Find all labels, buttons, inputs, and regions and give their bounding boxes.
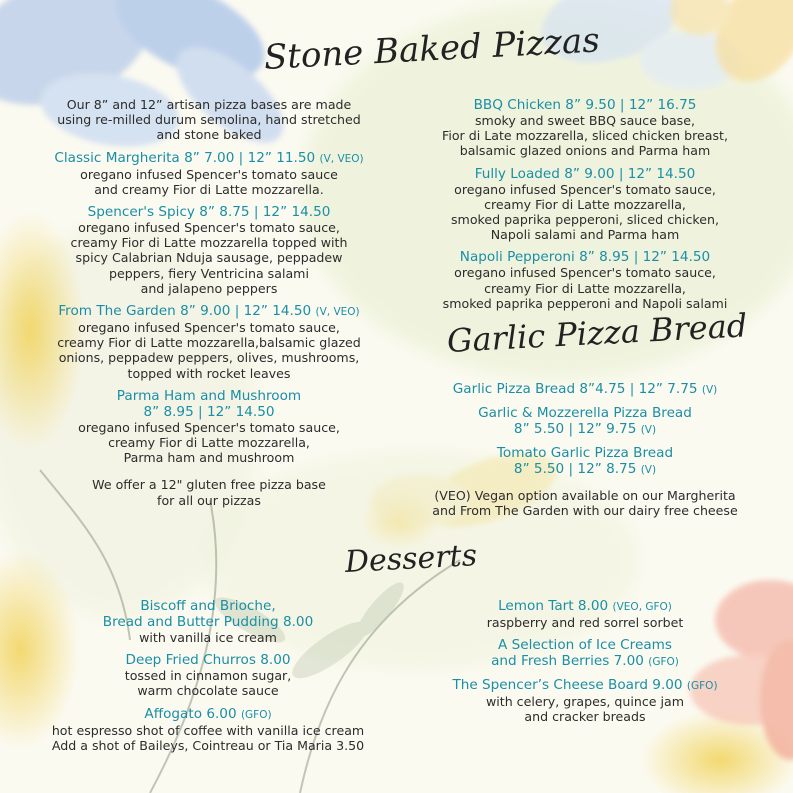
garlic-bread-column: [405, 381, 765, 518]
menu-item-cheese-board: The Spencer’s Cheese Board 9.00 (GFO) with celery, grapes, quince jam and cracker breads: [452, 677, 718, 725]
desserts-right-column: [405, 598, 765, 732]
menu-item-from-the-garden: From The Garden 8” 9.00 | 12” 14.50 (V, VEO) oregano infused Spencer's tomato sauce, creamy Fior di Latte mozzarella,balsamic glazed onions, peppadew peppers, olives, mushrooms, topped with rocket leaves: [57, 303, 361, 381]
menu-item-parma-ham-mushroom: Parma Ham and Mushroom 8” 8.95 | 12” 14.50 oregano infused Spencer's tomato sauce, creamy Fior di Latte mozzarella, Parma ham and mushroom: [78, 387, 340, 466]
menu-item-tomato-garlic-bread: Tomato Garlic Pizza Bread 8” 5.50 | 12” 8.75 (V): [496, 445, 674, 477]
menu-item-bbq-chicken: BBQ Chicken 8” 9.50 | 12” 16.75 smoky and sweet BBQ sauce base, Fior di Late mozzarella, sliced chicken breast, balsamic glazed onions and Parma ham: [442, 97, 728, 159]
pizzas-right-column: [405, 97, 765, 318]
menu-item-classic-margherita: Classic Margherita 8” 7.00 | 12” 11.50 (V, VEO) oregano infused Spencer's tomato sauce and creamy Fior di Latte mozzarella.: [54, 149, 364, 197]
menu-item-ice-creams: A Selection of Ice Creams and Fresh Berries 7.00 (GFO): [491, 637, 679, 670]
pizzas-heading: Stone Baked Pizzas: [262, 20, 601, 78]
menu-item-biscoff-pudding: Biscoff and Brioche, Bread and Butter Pudding 8.00 with vanilla ice cream: [102, 598, 314, 645]
menu-item-fully-loaded: Fully Loaded 8” 9.00 | 12” 14.50 oregano infused Spencer's tomato sauce, creamy Fior di Latte mozzarella, smoked paprika pepperoni, sliced chicken, Napoli salami and Parma ham: [450, 165, 719, 243]
desserts-heading: Desserts: [344, 538, 478, 580]
menu-item-lemon-tart: Lemon Tart 8.00 (VEO, GFO) raspberry and red sorrel sorbet: [486, 598, 684, 630]
menu-item-affogato: Affogato 6.00 (GFO) hot espresso shot of coffee with vanilla ice cream Add a shot of Baileys, Cointreau or Tia Maria 3.50: [51, 705, 365, 753]
menu-item-spencers-spicy: Spencer's Spicy 8” 8.75 | 12” 14.50 oregano infused Spencer's tomato sauce, creamy Fior di Latte mozzarella topped with spicy Calabrian Nduja sausage, peppadew peppers, fiery Ventricina salami and jalapeno peppers: [70, 204, 348, 296]
pizza-intro: Our 8” and 12” artisan pizza bases are made using re-milled durum semolina, hand stretched and stone baked: [57, 97, 361, 143]
menu-item-garlic-pizza-bread: Garlic Pizza Bread 8”4.75 | 12” 7.75 (V): [452, 381, 718, 397]
garlic-bread-heading: Garlic Pizza Bread: [446, 306, 749, 360]
menu-item-deep-fried-churros: Deep Fried Churros 8.00 tossed in cinnamon sugar, warm chocolate sauce: [124, 652, 292, 699]
gluten-free-note: We offer a 12" gluten free pizza base for all our pizzas: [92, 477, 326, 508]
desserts-left-column: [18, 598, 398, 760]
menu-item-garlic-mozzerella-bread: Garlic & Mozzerella Pizza Bread 8” 5.50 | 12” 9.75 (V): [478, 405, 692, 437]
pizzas-left-column: [24, 97, 394, 508]
vegan-option-note: (VEO) Vegan option available on our Margherita and From The Garden with our dairy free cheese: [432, 488, 738, 519]
menu-item-napoli-pepperoni: Napoli Pepperoni 8” 8.95 | 12” 14.50 oregano infused Spencer's tomato sauce, creamy Fior di Latte mozzarella, smoked paprika pepperoni and Napoli salami: [442, 249, 728, 311]
